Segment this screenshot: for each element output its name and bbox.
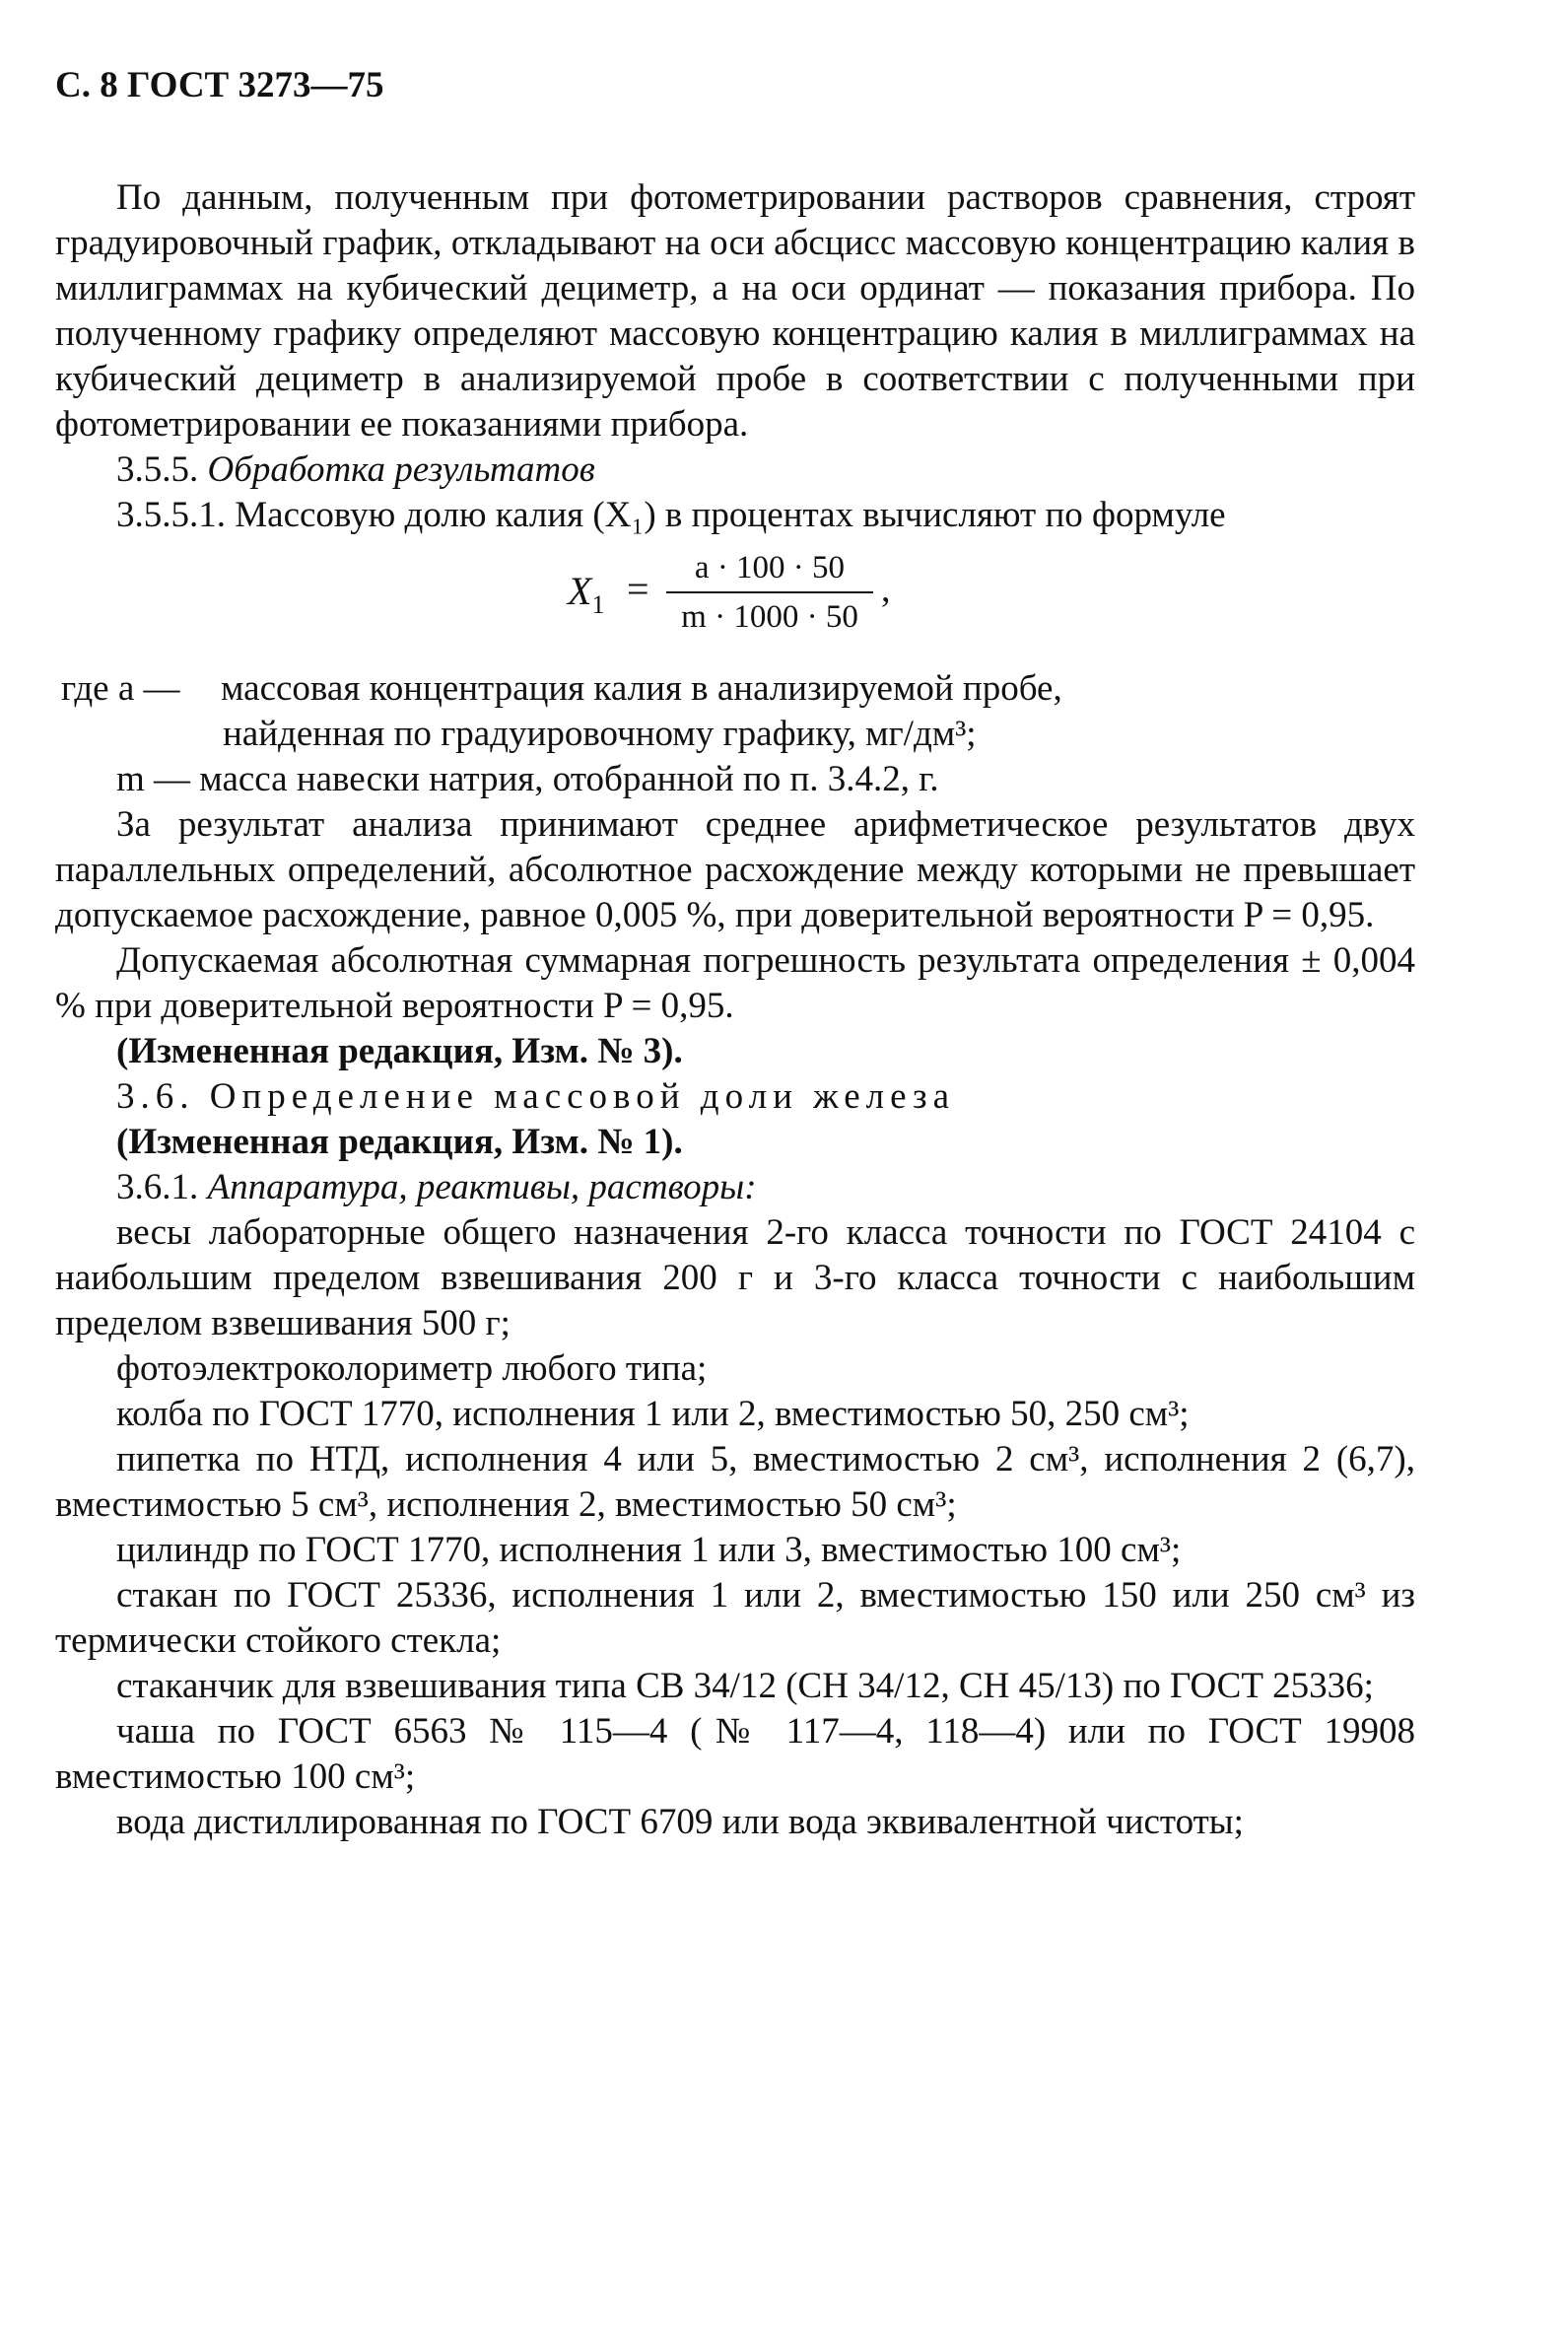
legend-a-text: массовая концентрация калия в анализируемой пробе,: [221, 668, 1062, 709]
list-item: чаша по ГОСТ 6563 № 115—4 (№ 117—4, 118—4) или по ГОСТ 19908 вместимостью 100 см³;: [55, 1711, 1415, 1797]
page-header: С. 8 ГОСТ 3273—75: [55, 65, 384, 105]
list-item: пипетка по НТД, исполнения 4 или 5, вместимостью 2 см³, исполнения 2 (6,7), вместимостью 5 см³, исполнения 2, вместимостью 50 см³;: [55, 1439, 1415, 1525]
change-note-1: (Измененная редакция, Изм. № 1).: [116, 1122, 683, 1162]
section-number: 3.5.5.: [116, 449, 199, 490]
formula-numerator: a · 100 · 50: [694, 550, 846, 585]
section-3-6-1: [55, 1165, 1415, 1210]
legend-m-key: m —: [116, 759, 191, 799]
list-item: цилиндр по ГОСТ 1770, исполнения 1 или 3, вместимостью 100 см³;: [116, 1530, 1182, 1570]
section-3-5-5: [55, 447, 1415, 493]
list-item: фотоэлектроколориметр любого типа;: [116, 1348, 708, 1389]
paragraph-calibration-graph: По данным, полученным при фотометрировании растворов сравнения, строят градуировочный график, откладывают на оси абсцисс массовую концентрацию калия в миллиграммах на кубический дециметр, а на оси ординат — показания прибора. По полученному графику определяют массовую концентрацию калия в миллиграммах на кубический дециметр в анализируемой пробе в соответствии с полученными при фотометрировании ее показаниями прибора.: [55, 177, 1415, 445]
list-item: весы лабораторные общего назначения 2-го класса точности по ГОСТ 24104 с наибольшим пределом взвешивания 200 г и 3-го класса точности с наибольшим пределом взвешивания 500 г;: [55, 1212, 1415, 1343]
fraction-bar: [666, 591, 873, 593]
legend-a-cont: найденная по градуировочному графику, мг/дм³;: [223, 714, 977, 754]
legend-m: [55, 757, 1415, 802]
section-number: 3.6.1.: [116, 1167, 199, 1207]
list-item: вода дистиллированная по ГОСТ 6709 или вода эквивалентной чистоты;: [116, 1802, 1244, 1842]
section-3-5-5-1: 3.5.5.1. Массовую долю калия (X₁) в процентах вычисляют по формуле: [116, 495, 1226, 535]
section-title: Обработка результатов: [207, 449, 595, 490]
section-title: Аппаратура, реактивы, растворы:: [207, 1167, 757, 1207]
list-item: стакан по ГОСТ 25336, исполнения 1 или 2, вместимостью 150 или 250 см³ из термически стойкого стекла;: [55, 1575, 1415, 1661]
legend-a-key: где a —: [61, 668, 180, 709]
paragraph-result: За результат анализа принимают среднее арифметическое результатов двух параллельных определений, абсолютное расхождение между которыми не превышает допускаемое расхождение, равное 0,005 %, при доверительной вероятности P = 0,95.: [55, 804, 1415, 935]
formula-comma: ,: [881, 569, 891, 610]
list-item: колба по ГОСТ 1770, исполнения 1 или 2, вместимостью 50, 250 см³;: [116, 1394, 1190, 1434]
legend-a: [55, 666, 1415, 712]
formula-equals: =: [627, 567, 649, 611]
change-note-3: (Измененная редакция, Изм. № 3).: [116, 1031, 683, 1071]
paragraph-error: Допускаемая абсолютная суммарная погрешность результата определения ± 0,004 % при доверительной вероятности P = 0,95.: [55, 940, 1415, 1026]
document-page: [55, 61, 1415, 1845]
formula-x1: [55, 546, 1415, 653]
list-item: стаканчик для взвешивания типа СВ 34/12 (СН 34/12, СН 45/13) по ГОСТ 25336;: [116, 1666, 1374, 1706]
formula-legend: [55, 666, 1415, 802]
legend-m-text: масса навески натрия, отобранной по п. 3.4.2, г.: [199, 759, 939, 799]
formula-lhs: $X_1$: [568, 569, 605, 619]
formula-denominator: m · 1000 · 50: [681, 599, 858, 635]
formula-fraction: [666, 546, 873, 639]
equipment-list: [55, 1210, 1415, 1845]
section-3-6: 3.6. Определение массовой доли железа: [116, 1076, 956, 1117]
